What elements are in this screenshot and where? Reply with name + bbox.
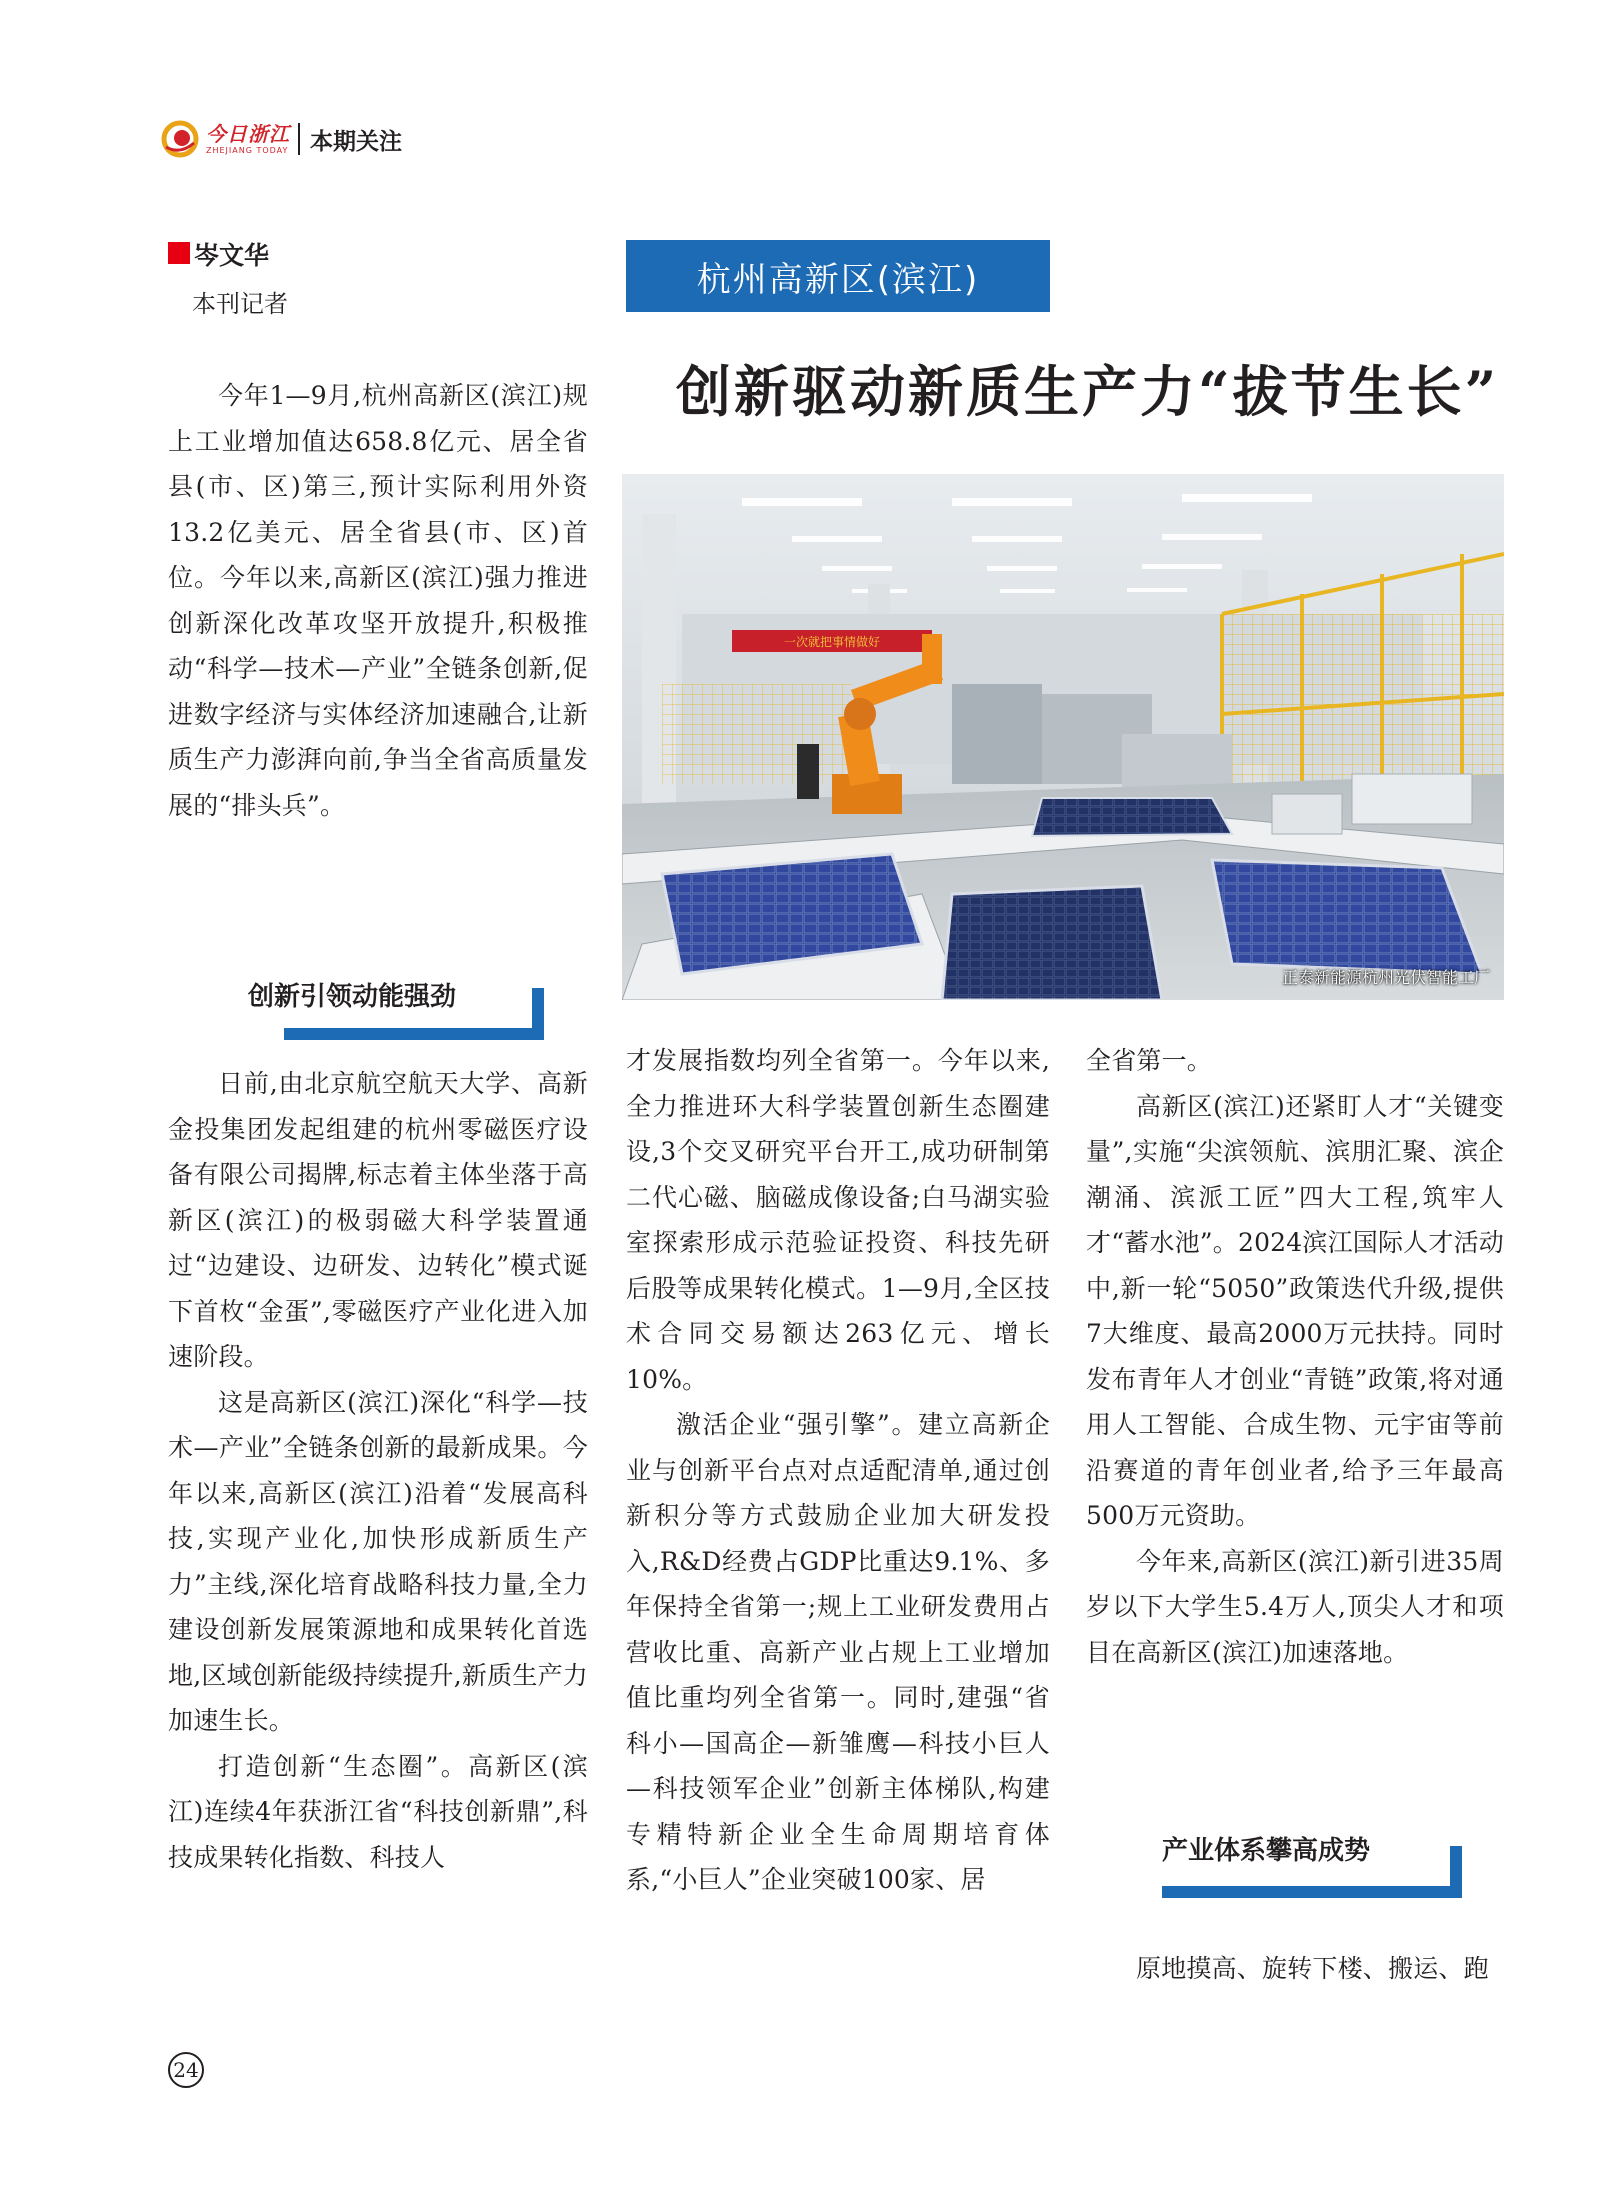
magazine-logo-text [206, 121, 290, 155]
subhead-title: 产业体系攀高成势 [1162, 1836, 1371, 1866]
headline: 创新驱动新质生产力“拔节生长” [676, 359, 1500, 424]
factory-illustration [622, 474, 1504, 1000]
kicker-label: 杭州高新区(滨江) [626, 240, 1050, 312]
logo-chinese: 今日浙江 [206, 121, 290, 146]
paragraph-continued: 全省第一。 [1086, 1046, 1213, 1075]
masthead [160, 118, 402, 160]
subhead-bar-horizontal [284, 1028, 544, 1040]
paragraph: 这是高新区(滨江)深化“科学—技术—产业”全链条创新的最新成果。今年以来,高新区(滨江)沿着“发展高科技,实现产业化,加快形成新质生产力”主线,深化培育战略科技力量,全力建设创新发展策源地和成果转化首选地,区域创新能级持续提升,新质生产力加速生长。 [168, 1387, 588, 1735]
factory-photo [622, 474, 1504, 1000]
paragraph-continued: 才发展指数均列全省第一。今年以来,全力推进环大科学装置创新生态圈建设,3个交叉研究平台开工,成功研制第二代心磁、脑磁成像设备;白马湖实验室探索形成示范验证投资、科技先研后股等成果转化模式。1—9月,全区技术合同交易额达263亿元、增长10%。 [626, 1046, 1050, 1394]
intro-paragraph: 今年1—9月,杭州高新区(滨江)规上工业增加值达658.8亿元、居全省县(市、区)第三,预计实际利用外资13.2亿美元、居全省县(市、区)首位。今年以来,高新区(滨江)强力推进创新深化改革攻坚开放提升,积极推动“科学—技术—产业”全链条创新,促进数字经济与实体经济加速融合,让新质生产力澎湃向前,争当全省高质量发展的“排头兵”。 [168, 381, 588, 820]
subhead-industry [1162, 1820, 1462, 1898]
subhead-title: 创新引领动能强劲 [248, 982, 457, 1012]
paragraph: 高新区(滨江)还紧盯人才“关键变量”,实施“尖滨领航、滨朋汇聚、滨企潮涌、滨派工匠”四大工程,筑牢人才“蓄水池”。2024滨江国际人才活动中,新一轮“5050”政策迭代升级,提供7大维度、最高2000万元扶持。同时发布青年人才创业“青链”政策,将对通用人工智能、合成生物、元宇宙等前沿赛道的青年创业者,给予三年最高500万元资助。 [1086, 1091, 1504, 1530]
paragraph: 打造创新“生态圈”。高新区(滨江)连续4年获浙江省“科技创新鼎”,科技成果转化指数、科技人 [168, 1751, 588, 1872]
author-role: 本刊记者 [192, 290, 288, 318]
page-number: 24 [168, 2052, 204, 2088]
article-column-1 [168, 1061, 588, 1880]
photo-caption: 正泰新能源杭州光伏智能工厂 [1281, 968, 1490, 987]
paragraph: 今年来,高新区(滨江)新引进35周岁以下大学生5.4万人,顶尖人才和项目在高新区(滨江)加速落地。 [1086, 1546, 1504, 1667]
section-name: 本期关注 [310, 128, 402, 155]
byline-marker [168, 242, 190, 264]
subhead-innovation [248, 964, 544, 1040]
article-column-3-end [1086, 1946, 1504, 1992]
paragraph: 原地摸高、旋转下楼、搬运、跑 [1136, 1954, 1489, 1983]
article-column-3 [1086, 1038, 1504, 1675]
factory-banner: 一次就把事情做好 [783, 635, 881, 649]
author-name: 岑文华 [194, 241, 270, 270]
paragraph: 激活企业“强引擎”。建立高新企业与创新平台点对点适配清单,通过创新积分等方式鼓励企业加大研发投入,R&D经费占GDP比重达9.1%、多年保持全省第一;规上工业研发费用占营收比重、高新产业占规上工业增加值比重均列全省第一。同时,建强“省科小—国高企—新雏鹰—科技小巨人—科技领军企业”创新主体梯队,构建专精特新企业全生命周期培育体系,“小巨人”企业突破100家、居 [626, 1410, 1050, 1894]
paragraph: 日前,由北京航空航天大学、高新金投集团发起组建的杭州零磁医疗设备有限公司揭牌,标志着主体坐落于高新区(滨江)的极弱磁大科学装置通过“边建设、边研发、边转化”模式诞下首枚“金蛋”,零磁医疗产业化进入加速阶段。 [168, 1069, 588, 1371]
magazine-logo-icon [160, 119, 200, 159]
masthead-divider [298, 123, 300, 155]
subhead-bar-horizontal [1162, 1886, 1462, 1898]
logo-english: ZHEJIANG TODAY [206, 145, 289, 155]
article-column-2 [626, 1038, 1050, 1903]
article-intro [168, 373, 588, 828]
